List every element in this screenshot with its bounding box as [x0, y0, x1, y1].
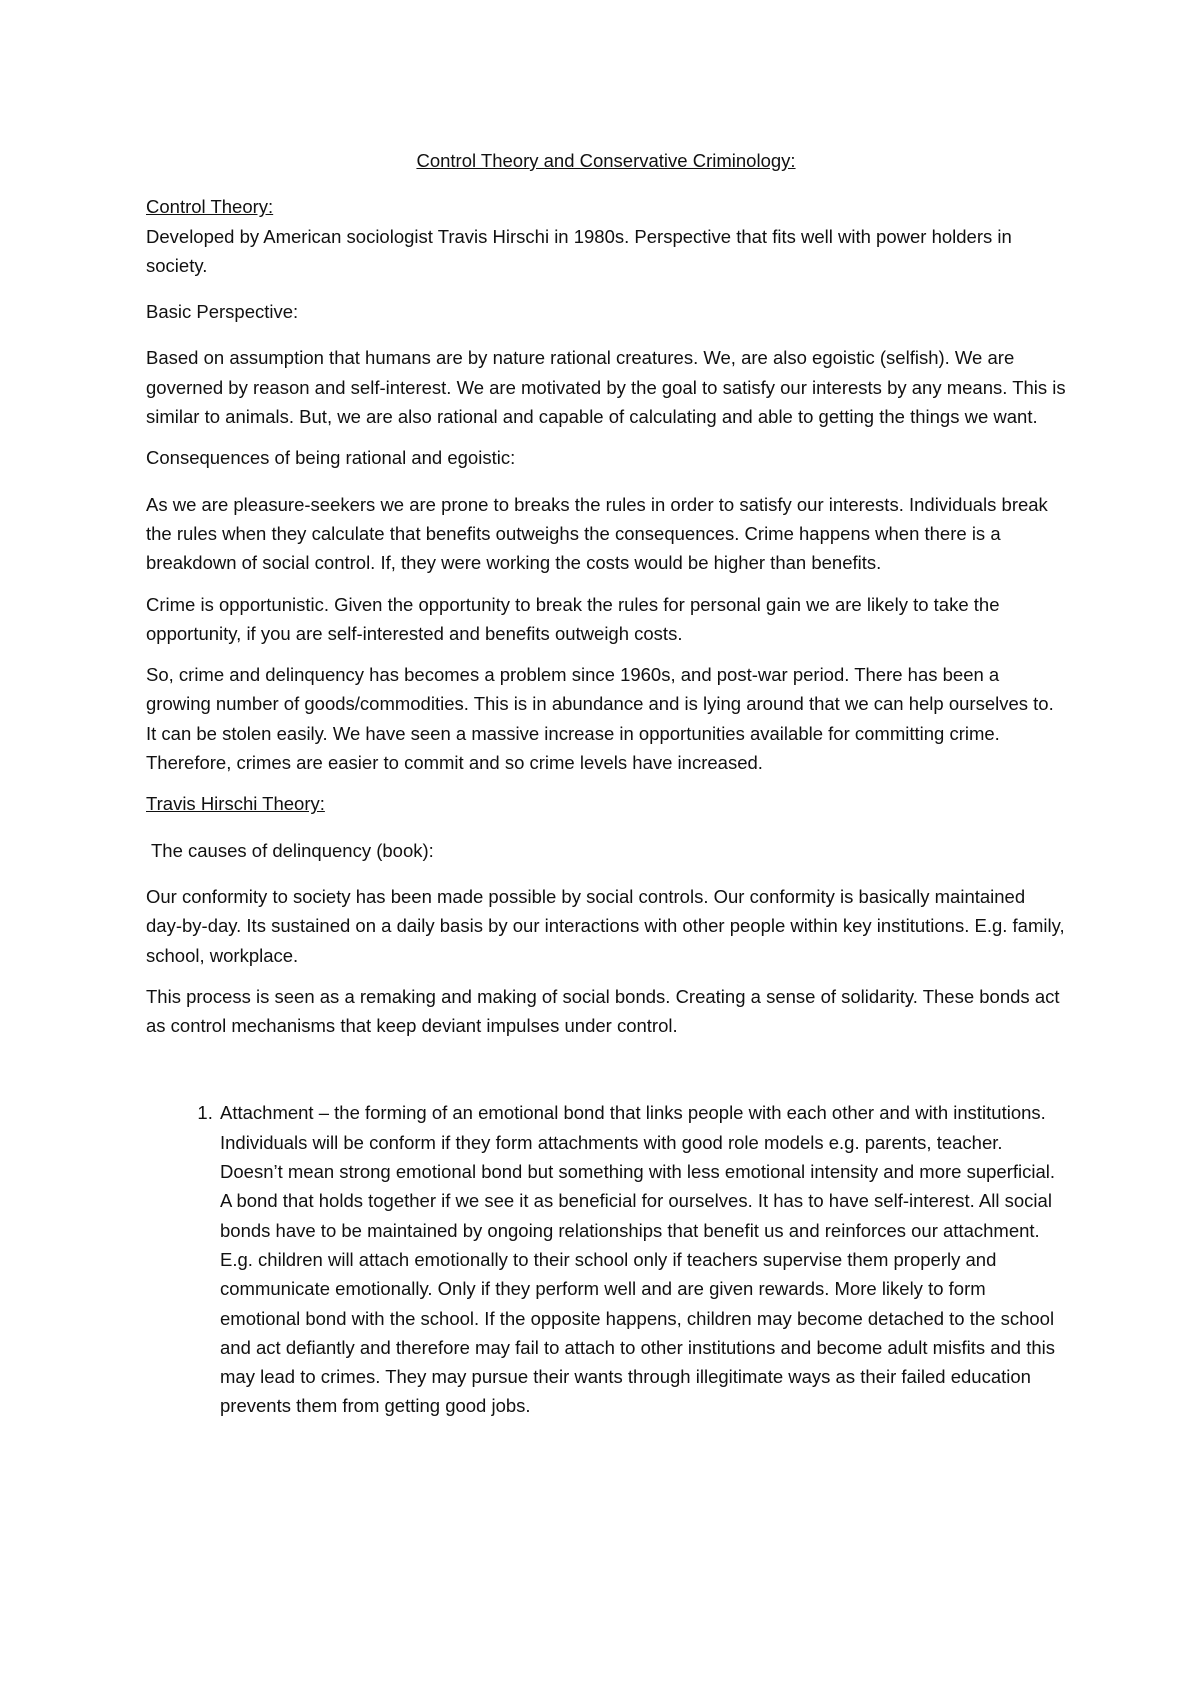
control-theory-paragraph: Developed by American sociologist Travis Hirschi in 1980s. Perspective that fits well with power holders in society.: [146, 225, 1012, 276]
hirschi-theory-heading: Travis Hirschi Theory:: [146, 793, 325, 815]
basic-perspective-paragraph: Based on assumption that humans are by nature rational creatures. We, are also egoistic (selfish). We are governed by reason and self-interest. We are motivated by the goal to satisfy our interests by any means. This is similar to animals. But, we are also rational and capable of calculating and able to getting the things we want.: [146, 347, 1066, 428]
social-bonds-paragraph: This process is seen as a remaking and making of social bonds. Creating a sense of solidarity. These bonds act as control mechanisms that keep deviant impulses under control.: [146, 985, 1060, 1037]
opportunistic-paragraph: Crime is opportunistic. Given the opportunity to break the rules for personal gain we are likely to take the opportunity, if you are self-interested and benefits outweigh costs.: [146, 593, 1000, 644]
list-item: 1. Attachment – the forming of an emotional bond that links people with each other and with institutions. Individuals will be conform if they form attachments with good role models e.g. parents, teacher. Doesn’t mean strong emotional bond but something with less emotional intensity and more superficial. A bond that holds together if we see it as beneficial for ourselves. It has to have self-interest. All social bonds have to be maintained by ongoing relationships that benefit us and reinforces our attachment. E.g. children will attach emotionally to their school only if teachers supervise them properly and communicate emotionally. Only if they perform well and are given rewards. More likely to form emotional bond with the school. If the opposite happens, children may become detached to the school and act defiantly and therefore may fail to attach to other institutions and become adult misfits and this may lead to crimes. They may pursue their wants through illegitimate ways as their failed education prevents them from getting good jobs.: [218, 1098, 1066, 1420]
bonds-list: [146, 1098, 1066, 1420]
document-title: Control Theory and Conservative Criminology:: [416, 150, 796, 171]
conformity-paragraph: Our conformity to society has been made possible by social controls. Our conformity is basically maintained day-by-day. Its sustained on a daily basis by our interactions with other people within key institutions. E.g. family, school, workplace.: [146, 885, 1065, 966]
delinquency-paragraph: So, crime and delinquency has becomes a problem since 1960s, and post-war period. There has been a growing number of goods/commodities. This is in abundance and is lying around that we can help ourselves to. It can be stolen easily. We have seen a massive increase in opportunities available for committing crime. Therefore, crimes are easier to commit and so crime levels have increased.: [146, 664, 1054, 774]
basic-perspective-heading: Basic Perspective:: [146, 301, 299, 323]
document-body: [146, 146, 1066, 1421]
causes-of-delinquency-heading: The causes of delinquency (book):: [151, 839, 434, 861]
consequences-heading: Consequences of being rational and egoistic:: [146, 447, 516, 469]
control-theory-heading: Control Theory:: [146, 196, 274, 218]
consequences-paragraph: As we are pleasure-seekers we are prone to breaks the rules in order to satisfy our interests. Individuals break the rules when they calculate that benefits outweighs the consequences. Crime happens when there is a breakdown of social control. If, they were working the costs would be higher than benefits.: [146, 493, 1048, 574]
